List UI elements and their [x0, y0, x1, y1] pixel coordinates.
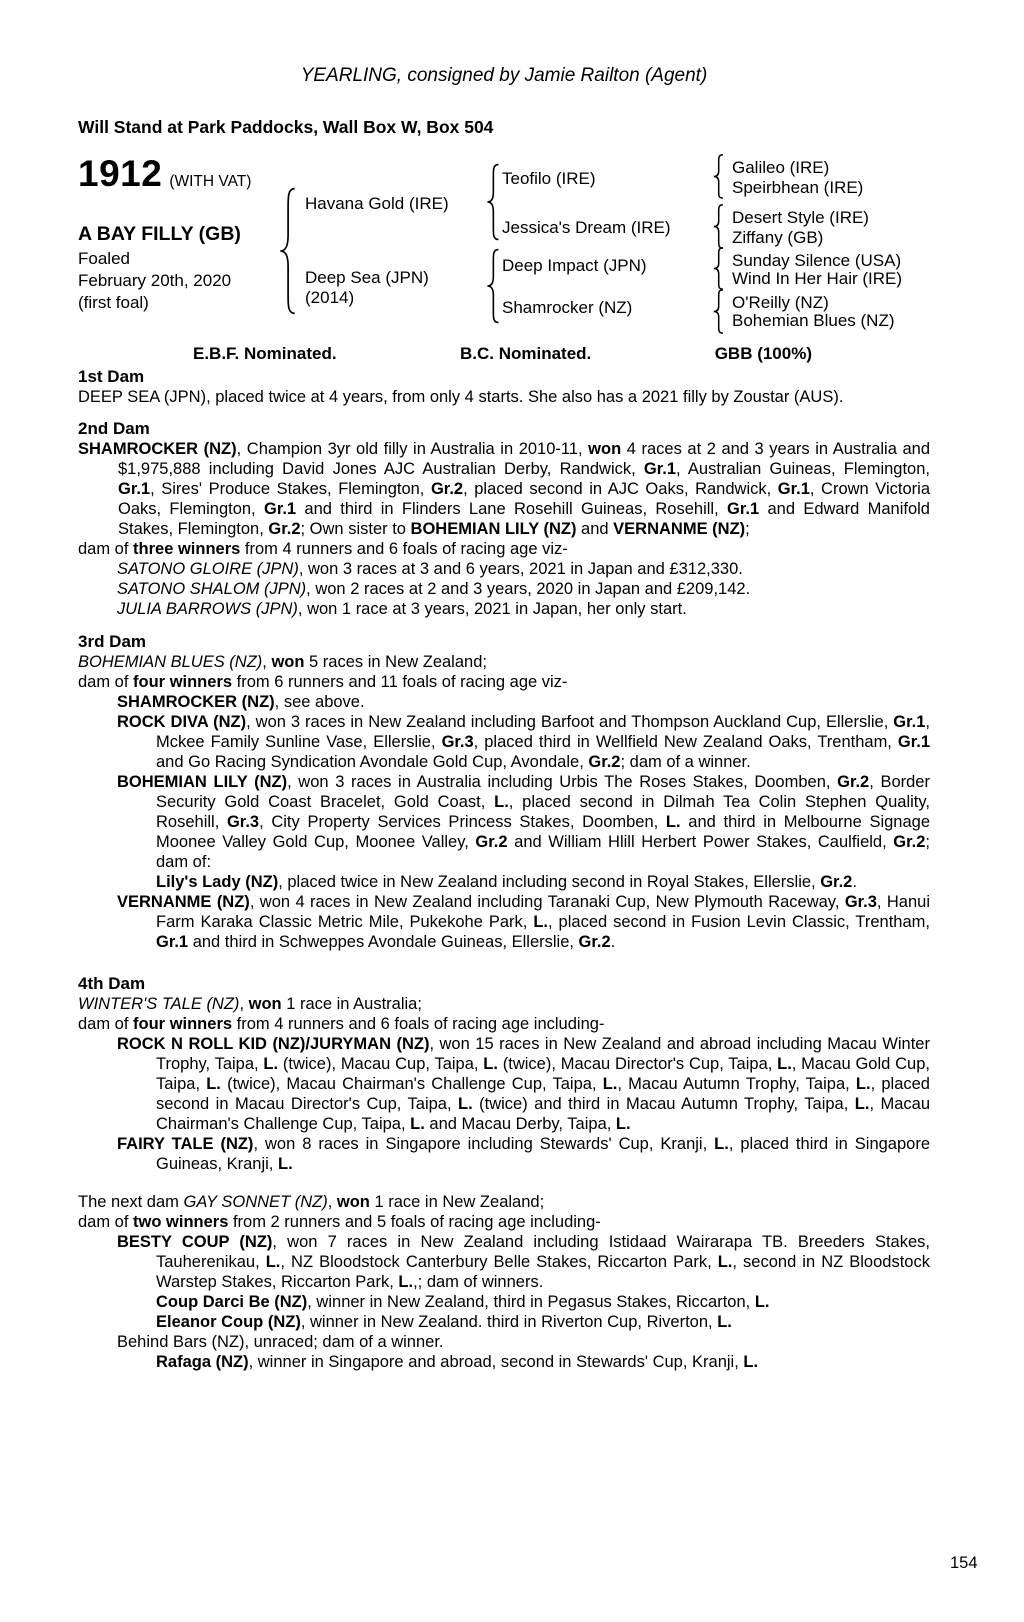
text-run: , Champion 3yr old filly in Australia in 2010-11,	[236, 440, 589, 458]
catalog-paragraph	[78, 1292, 930, 1312]
great-grandparent-name: O'Reilly (NZ)	[732, 293, 829, 312]
text-run: and third in Flinders Lane Rosehill Guineas, Rosehill,	[296, 500, 728, 518]
text-run: L.	[458, 1095, 473, 1113]
great-grandparent-name: Sunday Silence (USA)	[732, 251, 902, 270]
catalog-paragraph	[78, 692, 930, 712]
text-run: , won 1 race at 3 years, 2021 in Japan, her only start.	[297, 600, 687, 618]
text-run: from 2 runners and 5 foals of racing age including-	[228, 1213, 601, 1231]
text-run: BOHEMIAN LILY (NZ)	[410, 520, 577, 538]
text-run: Gr.1	[727, 500, 760, 518]
text-run: from 4 runners and 6 foals of racing age including-	[232, 1015, 605, 1033]
nominations-line	[193, 344, 812, 364]
text-run: Gr.1	[118, 480, 151, 498]
text-run: ROCK DIVA (NZ)	[117, 713, 247, 731]
text-run: Gr.1	[897, 733, 931, 751]
catalog-paragraph	[78, 772, 930, 872]
text-run: SHAMROCKER (NZ)	[78, 440, 237, 458]
text-run: The next dam	[78, 1193, 184, 1211]
text-run: four winners	[133, 1015, 233, 1033]
text-run: L.	[855, 1075, 871, 1093]
text-run: and Macau Derby, Taipa,	[424, 1115, 616, 1133]
text-run: ,	[327, 1193, 337, 1211]
text-run: ROCK N ROLL KID (NZ)/JURYMAN (NZ)	[117, 1035, 430, 1053]
sire-name: Havana Gold (IRE)	[305, 194, 449, 213]
text-run: L.	[717, 1313, 732, 1331]
text-run: four winners	[133, 673, 233, 691]
text-run: ; dam of:	[156, 833, 930, 871]
text-run: L.	[777, 1055, 792, 1073]
text-run: , Mckee Family Sunline Vase, Ellerslie,	[156, 713, 930, 751]
brace-icon	[711, 289, 725, 334]
text-run: , placed third in Singapore Guineas, Kranji,	[156, 1135, 931, 1173]
text-run: (twice) and third in Macau Autumn Trophy, Taipa,	[472, 1095, 855, 1113]
great-grandparent-name: Wind In Her Hair (IRE)	[732, 269, 903, 288]
text-run: (twice), Macau Director's Cup, Taipa,	[497, 1055, 778, 1073]
text-run: FAIRY TALE (NZ)	[117, 1135, 254, 1153]
text-run: ;	[745, 520, 750, 538]
text-run: Gr.1	[643, 460, 677, 478]
stand-location-line: Will Stand at Park Paddocks, Wall Box W, Box 504	[78, 117, 494, 137]
text-run: Gr.1	[156, 933, 189, 951]
brace-icon	[276, 186, 298, 316]
text-run: Behind Bars (NZ), unraced; dam of a winner.	[117, 1333, 444, 1351]
text-run: , City Property Services Princess Stakes, Doomben,	[259, 813, 666, 831]
dam-name: Deep Sea (JPN)	[305, 268, 429, 287]
section-heading: 4th Dam	[78, 974, 146, 993]
text-run: and Edward Manifold Stakes, Flemington,	[118, 500, 930, 538]
brace-icon	[711, 204, 725, 249]
text-run: SATONO SHALOM (JPN)	[117, 580, 307, 598]
text-run: dam of	[78, 540, 134, 558]
catalog-paragraph	[78, 1014, 930, 1034]
text-run: 1 race in New Zealand;	[369, 1193, 545, 1211]
text-run: Gr.3	[226, 813, 260, 831]
text-run: and third in Schweppes Avondale Guineas, Ellerslie,	[188, 933, 579, 951]
text-run: Gr.2	[430, 480, 464, 498]
text-run: dam of	[78, 1213, 134, 1231]
text-run: L.	[743, 1353, 759, 1371]
text-run: GAY SONNET (NZ)	[183, 1193, 328, 1211]
text-run: won	[336, 1193, 370, 1211]
text-run: , Macau Gold Cup, Taipa,	[156, 1055, 930, 1093]
text-run: L.	[206, 1075, 221, 1093]
text-run: Eleanor Coup (NZ)	[156, 1313, 301, 1331]
text-run: Gr.1	[893, 713, 926, 731]
catalog-paragraph	[78, 1192, 930, 1212]
page-number: 154	[950, 1554, 978, 1572]
text-run: and third in Melbourne Signage Moonee Valley Gold Cup, Moonee Valley,	[156, 813, 930, 851]
text-run: L.	[665, 813, 681, 831]
text-run: and	[576, 520, 614, 538]
text-run: ,; dam of winners.	[413, 1273, 544, 1291]
catalog-paragraph	[78, 559, 930, 579]
text-run: (twice), Macau Cup, Taipa,	[278, 1055, 484, 1073]
bc-nominated-label: B.C. Nominated.	[459, 344, 592, 363]
text-run: Gr.2	[475, 833, 508, 851]
dam-year: (2014)	[305, 288, 355, 307]
text-run: Gr.3	[844, 893, 877, 911]
text-run: , won 8 races in Singapore including Stewards' Cup, Kranji,	[253, 1135, 715, 1153]
catalog-paragraph	[78, 1134, 930, 1174]
text-run: , won 2 races at 2 and 3 years, 2020 in Japan and £209,142.	[306, 580, 751, 598]
brace-icon	[711, 154, 725, 199]
text-run: , placed twice in New Zealand including second in Royal Stakes, Ellerslie,	[278, 873, 821, 891]
text-run: , placed second in Macau Director's Cup, Taipa,	[156, 1075, 930, 1113]
text-run: L.	[533, 913, 548, 931]
text-run: SHAMROCKER (NZ)	[117, 693, 275, 711]
text-run: BOHEMIAN LILY (NZ)	[117, 773, 288, 791]
section-heading: 2nd Dam	[78, 419, 150, 438]
text-run: dam of	[78, 673, 134, 691]
section-heading: 1st Dam	[78, 367, 145, 386]
grandsire-name: Teofilo (IRE)	[502, 169, 596, 188]
great-grandparent-name: Ziffany (GB)	[732, 228, 824, 247]
text-run: , Australian Guineas, Flemington,	[676, 460, 930, 478]
text-run: L.	[494, 793, 509, 811]
text-run: , placed second in Fusion Levin Classic, Trentham,	[548, 913, 930, 931]
text-run: L.	[717, 1253, 733, 1271]
catalog-paragraph	[78, 579, 930, 599]
catalog-paragraph	[78, 1352, 930, 1372]
text-run: Gr.2	[837, 773, 870, 791]
text-run: L.	[754, 1293, 770, 1311]
vat-note: (WITH VAT)	[169, 173, 252, 190]
granddam-name: Jessica's Dream (IRE)	[502, 218, 671, 237]
catalog-paragraph	[78, 1312, 930, 1332]
text-run: Gr.2	[820, 873, 853, 891]
text-run: WINTER'S TALE (NZ)	[78, 995, 240, 1013]
text-run: , Macau Autumn Trophy, Taipa,	[617, 1075, 856, 1093]
catalog-paragraph	[78, 1212, 930, 1232]
brace-icon	[484, 248, 501, 324]
text-run: JULIA BARROWS (JPN)	[117, 600, 298, 618]
text-run: , placed second in AJC Oaks, Randwick,	[463, 480, 778, 498]
text-run: ; dam of a winner.	[620, 753, 751, 771]
text-run: .	[610, 933, 616, 951]
text-run: Lily's Lady (NZ)	[156, 873, 279, 891]
text-run: , NZ Bloodstock Canterbury Belle Stakes, Riccarton Park,	[280, 1253, 718, 1271]
brace-icon	[711, 247, 725, 290]
text-run: , winner in New Zealand, third in Pegasus Stakes, Riccarton,	[307, 1293, 755, 1311]
catalog-paragraph	[78, 672, 930, 692]
text-run: won	[588, 440, 622, 458]
text-run: and William Hlill Herbert Power Stakes, Caulfield,	[507, 833, 894, 851]
pedigree-table	[78, 152, 930, 344]
foaled-label: Foaled	[78, 249, 130, 268]
text-run: BESTY COUP (NZ)	[117, 1233, 273, 1251]
text-run: 5 races in New Zealand;	[304, 653, 487, 671]
text-run: , Crown Victoria Oaks, Flemington,	[118, 480, 931, 518]
gbb-label: GBB (100%)	[714, 344, 812, 363]
text-run: Rafaga (NZ)	[156, 1353, 249, 1371]
foaled-date: February 20th, 2020	[78, 271, 232, 290]
text-run: L.	[265, 1253, 281, 1271]
text-run: Coup Darci Be (NZ)	[156, 1293, 308, 1311]
text-run: Gr.1	[263, 500, 297, 518]
section-heading: 3rd Dam	[78, 632, 147, 651]
foal-note: (first foal)	[78, 293, 149, 312]
text-run: L.	[410, 1115, 425, 1133]
text-run: ,	[262, 653, 272, 671]
catalog-paragraph	[78, 712, 930, 772]
great-grandparent-name: Bohemian Blues (NZ)	[732, 311, 895, 330]
granddam-name: Shamrocker (NZ)	[502, 298, 633, 317]
text-run: , Macau Chairman's Challenge Cup, Taipa,	[156, 1095, 930, 1133]
catalog-paragraph	[78, 994, 930, 1014]
great-grandparent-name: Desert Style (IRE)	[732, 208, 869, 227]
text-run: Gr.2	[578, 933, 611, 951]
lot-line	[78, 153, 252, 194]
text-run: , won 3 races at 3 and 6 years, 2021 in Japan and £312,330.	[298, 560, 743, 578]
text-run: Gr.2	[893, 833, 926, 851]
text-run: , Hanui Farm Karaka Classic Metric Mile, Pukekohe Park,	[156, 893, 931, 931]
text-run: , placed third in Wellfield New Zealand Oaks, Trentham,	[473, 733, 898, 751]
text-run: , won 15 races in New Zealand and abroad including Macau Winter Trophy, Taipa,	[156, 1035, 930, 1073]
catalog-paragraph	[78, 387, 930, 407]
text-run: BOHEMIAN BLUES (NZ)	[78, 653, 263, 671]
text-run: 4 races at 2 and 3 years in Australia and $1,975,888 including David Jones AJC Australian Derby, Randwick,	[118, 440, 930, 478]
great-grandparent-name: Galileo (IRE)	[732, 158, 830, 177]
text-run: 1 race in Australia;	[281, 995, 422, 1013]
text-run: from 4 runners and 6 foals of racing age viz-	[240, 540, 568, 558]
text-run: , winner in New Zealand. third in Riverton Cup, Riverton,	[300, 1313, 718, 1331]
text-run: VERNANME (NZ)	[117, 893, 250, 911]
text-run: , won 7 races in New Zealand including Istidaad Wairarapa TB. Breeders Stakes, Tauherenikau,	[156, 1233, 930, 1271]
dam-section	[78, 632, 930, 952]
text-run: , see above.	[274, 693, 365, 711]
catalog-paragraph	[78, 439, 930, 539]
ebf-nominated-label: E.B.F. Nominated.	[193, 344, 337, 363]
text-run: L.	[602, 1075, 618, 1093]
text-run: .	[852, 873, 857, 891]
text-run: Gr.3	[441, 733, 474, 751]
text-run: and Go Racing Syndication Avondale Gold Cup, Avondale,	[156, 753, 589, 771]
catalog-paragraph	[78, 539, 930, 559]
catalog-paragraph	[78, 652, 930, 672]
lot-number: 1912	[78, 153, 163, 194]
catalog-paragraph	[78, 599, 930, 619]
text-run: from 6 runners and 11 foals of racing age viz-	[232, 673, 568, 691]
text-run: three winners	[133, 540, 241, 558]
text-run: L.	[854, 1095, 870, 1113]
text-run: Gr.2	[268, 520, 301, 538]
catalog-paragraph	[78, 1034, 930, 1134]
catalog-paragraph	[78, 1232, 930, 1292]
text-run: Gr.2	[588, 753, 621, 771]
text-run: , won 4 races in New Zealand including Taranaki Cup, New Plymouth Raceway,	[249, 893, 845, 911]
great-grandparent-name: Speirbhean (IRE)	[732, 178, 864, 197]
text-run: ; Own sister to	[300, 520, 411, 538]
text-run: L.	[398, 1273, 414, 1291]
grandsire-name: Deep Impact (JPN)	[502, 256, 647, 275]
page-title: YEARLING, consigned by Jamie Railton (Agent)	[300, 65, 708, 86]
catalog-paragraph	[78, 892, 930, 952]
text-run: L.	[277, 1155, 293, 1173]
pedigree-sections	[78, 367, 930, 1372]
text-run: , Border Security Gold Coast Bracelet, Gold Coast,	[156, 773, 930, 811]
text-run: L.	[263, 1055, 279, 1073]
text-run: (twice), Macau Chairman's Challenge Cup, Taipa,	[220, 1075, 603, 1093]
dam-section	[78, 1192, 930, 1372]
text-run: two winners	[133, 1213, 229, 1231]
brace-icon	[484, 163, 501, 241]
text-run: dam of	[78, 1015, 134, 1033]
text-run: , second in NZ Bloodstock Warstep Stakes, Riccarton Park,	[156, 1253, 930, 1291]
text-run: ,	[239, 995, 249, 1013]
catalog-paragraph	[78, 1332, 930, 1352]
text-run: Gr.1	[777, 480, 810, 498]
text-run: L.	[615, 1115, 631, 1133]
dam-section	[78, 367, 930, 407]
text-run: , won 3 races in Australia including Urbis The Roses Stakes, Doomben,	[287, 773, 838, 791]
text-run: VERNANME (NZ)	[613, 520, 746, 538]
catalog-paragraph	[78, 872, 930, 892]
text-run: , winner in Singapore and abroad, second in Stewards' Cup, Kranji,	[248, 1353, 744, 1371]
catalog-page	[0, 64, 1024, 1372]
text-run: SATONO GLOIRE (JPN)	[117, 560, 299, 578]
text-run: won	[271, 653, 305, 671]
text-run: L.	[483, 1055, 498, 1073]
text-run: , placed second in Dilmah Tea Colin Stephen Quality, Rosehill,	[156, 793, 930, 831]
text-run: , won 3 races in New Zealand including Barfoot and Thompson Auckland Cup, Ellerslie,	[246, 713, 894, 731]
text-run: L.	[714, 1135, 729, 1153]
dam-section	[78, 974, 930, 1174]
text-run: DEEP SEA (JPN), placed twice at 4 years, from only 4 starts. She also has a 2021 filly by Zoustar (AUS).	[78, 388, 844, 406]
text-run: , Sires' Produce Stakes, Flemington,	[150, 480, 431, 498]
text-run: won	[248, 995, 282, 1013]
dam-section	[78, 419, 930, 619]
horse-name: A BAY FILLY (GB)	[78, 223, 241, 245]
